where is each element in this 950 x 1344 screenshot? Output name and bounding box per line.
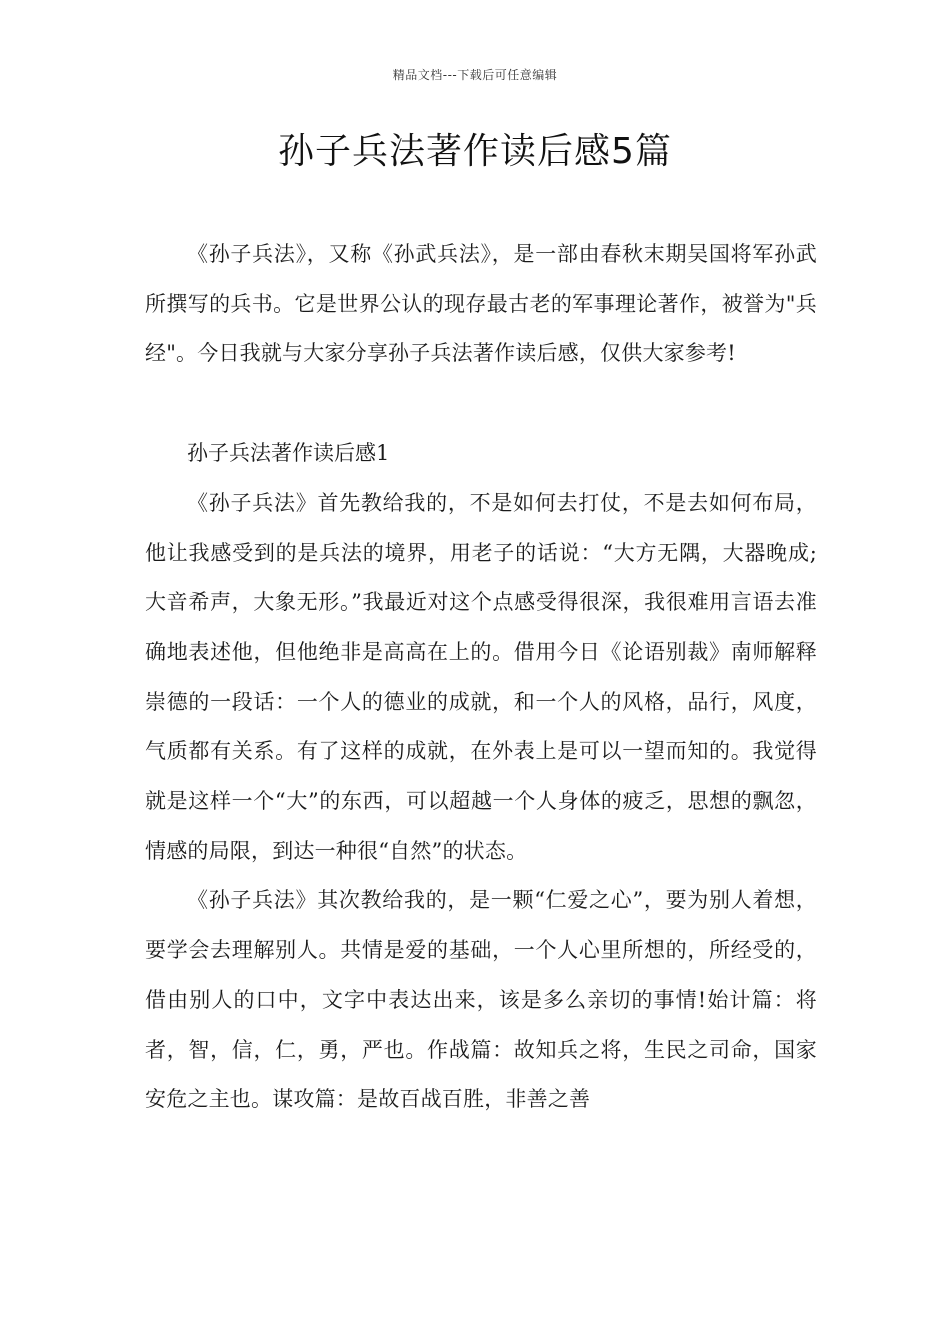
body-paragraph: 《孙子兵法》其次教给我的，是一颗“仁爱之心”，要为别人着想，要学会去理解别人。共情是爱的基础，一个人心里所想的，所经受的，借由别人的口中，文字中表达出来，该是多么亲切的事情!始计篇：将者，智，信，仁，勇，严也。作战篇：故知兵之将，生民之司命，国家安危之主也。谋攻篇：是故百战百胜，非善之善 — [145, 888, 817, 1112]
intro-paragraph: 《孙子兵法》，又称《孙武兵法》，是一部由春秋末期吴国将军孙武所撰写的兵书。它是世界公认的现存最古老的军事理论著作，被誉为"兵经"。今日我就与大家分享孙子兵法著作读后感，仅供大家参考! — [145, 242, 817, 366]
section-spacer — [145, 379, 817, 429]
header-note: 精品文档---下载后可任意编辑 — [392, 68, 558, 82]
document-title: 孙子兵法著作读后感5篇 — [278, 131, 672, 172]
body-paragraph: 《孙子兵法》首先教给我的，不是如何去打仗，不是去如何布局，他让我感受到的是兵法的境界，用老子的话说：“大方无隅，大器晚成;大音希声，大象无形。”我最近对这个点感受得很深，我很难用言语去准确地表述他，但他绝非是高高在上的。借用今日《论语别裁》南师解释崇德的一段话：一个人的德业的成就，和一个人的风格，品行，风度，气质都有关系。有了这样的成就，在外表上是可以一望而知的。我觉得就是这样一个“大”的东西，可以超越一个人身体的疲乏，思想的飘忽，情感的局限，到达一种很“自然”的状态。 — [145, 490, 817, 863]
section-heading: 孙子兵法著作读后感1 — [187, 441, 390, 466]
document-body — [145, 230, 817, 1125]
